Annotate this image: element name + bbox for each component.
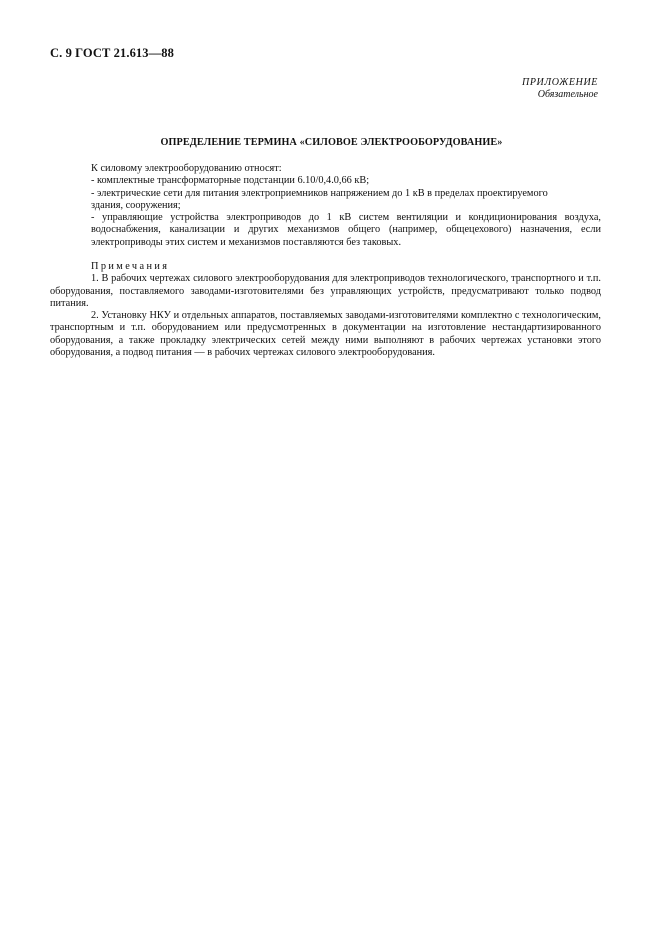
note-1: 1. В рабочих чертежах силового электрооборудования для электроприводов технологического, транспортного и т.п. оборудования, поставляемого заводами-изготовителями без управляющих устройств, предусматривают только подвод питания. [50,273,601,309]
definition-body [91,163,601,249]
list-item [91,188,601,200]
appendix-status: Обязательное [537,89,598,100]
list-item: - управляющие устройства электроприводов до 1 кВ систем вентиляции и кондиционирования воздуха, [91,212,601,224]
section-title: ОПРЕДЕЛЕНИЕ ТЕРМИНА «СИЛОВОЕ ЭЛЕКТРООБОРУДОВАНИЕ» [160,137,503,148]
list-item: - комплектные трансформаторные подстанции 6.10/0,4.0,66 кВ; [91,175,370,187]
appendix-kind: ПРИЛОЖЕНИЕ [522,77,598,88]
list-item-continuation: здания, сооружения; [91,199,181,211]
notes-heading: Примечания [91,261,170,272]
appendix-label [522,77,598,101]
notes-section [50,261,601,359]
note-2: 2. Установку НКУ и отдельных аппаратов, поставляемых заводами-изготовителями комплектно с технологическим, транспортным и т.п. оборудованием или предусмотренных в документации на изготовление нестандартизированного оборудования, а также прокладку электрических сетей между ними выполняют в рабочих чертежах установки этого оборудования, а подвод питания — в рабочих чертежах силового электрооборудования. [50,310,601,359]
page-header: С. 9 ГОСТ 21.613—88 [50,46,174,60]
intro-paragraph: К силовому электрооборудованию относят: [91,163,282,174]
list-item-continuation: водоснабжения, канализации и других механизмов общего (например, общецехового) назначения, если электроприводы этих систем и механизмов поставляются без таковых. [91,224,601,248]
list-item-line: - электрические сети для питания электроприемников напряжением до 1 кВ в пределах проектируемого [91,187,548,199]
